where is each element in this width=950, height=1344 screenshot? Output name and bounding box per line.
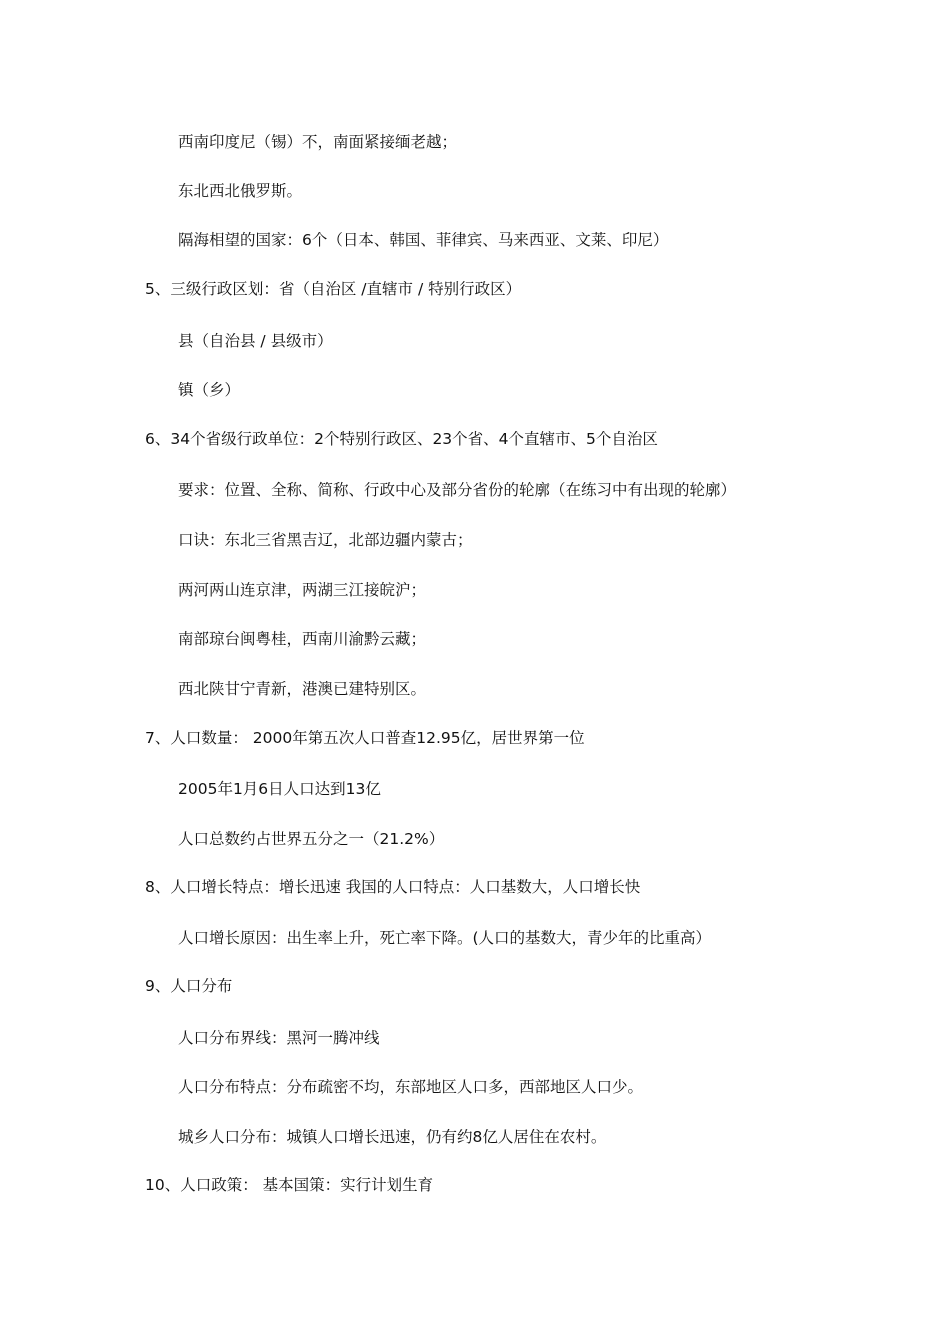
text-line-requirements: 要求：位置、全称、简称、行政中心及部分省份的轮廓（在练习中有出现的轮廓） bbox=[178, 481, 737, 499]
text-line-population-share: 人口总数约占世界五分之一（21.2%） bbox=[178, 830, 445, 848]
text-line-mnemonic-4: 西北陕甘宁青新，港澳已建特别区。 bbox=[178, 680, 427, 698]
text-line-neighbors-southwest: 西南印度尼（锡）不，南面紧接缅老越； bbox=[178, 133, 458, 151]
heading-admin-division: 5、三级行政区划：省（自治区 /直辖市 / 特别行政区） bbox=[145, 280, 522, 298]
heading-population-size: 7、人口数量： 2000年第五次人口普查12.95亿，居世界第一位 bbox=[145, 729, 585, 747]
text-line-county: 县（自治县 / 县级市） bbox=[178, 332, 333, 350]
text-line-growth-reason: 人口增长原因：出生率上升，死亡率下降。(人口的基数大，青少年的比重高） bbox=[178, 929, 712, 947]
text-line-sea-neighbors: 隔海相望的国家：6个（日本、韩国、菲律宾、马来西亚、文莱、印尼） bbox=[178, 231, 669, 249]
text-line-distribution-features: 人口分布特点：分布疏密不均，东部地区人口多，西部地区人口少。 bbox=[178, 1078, 644, 1096]
text-line-mnemonic-1: 口诀：东北三省黑吉辽，北部边疆内蒙古； bbox=[178, 531, 473, 549]
text-line-mnemonic-2: 两河两山连京津，两湖三江接皖沪； bbox=[178, 581, 427, 599]
heading-provincial-units: 6、34个省级行政单位：2个特别行政区、23个省、4个直辖市、5个自治区 bbox=[145, 430, 658, 448]
text-line-mnemonic-3: 南部琼台闽粤桂，西南川渝黔云藏； bbox=[178, 630, 427, 648]
text-line-urban-rural: 城乡人口分布：城镇人口增长迅速，仍有约8亿人居住在农村。 bbox=[178, 1128, 607, 1146]
heading-population-policy: 10、人口政策： 基本国策：实行计划生育 bbox=[145, 1176, 434, 1194]
heading-population-distribution: 9、人口分布 bbox=[145, 977, 233, 995]
text-line-town: 镇（乡） bbox=[178, 381, 241, 399]
text-line-neighbors-northeast: 东北西北俄罗斯。 bbox=[178, 182, 303, 200]
text-line-population-2005: 2005年1月6日人口达到13亿 bbox=[178, 780, 381, 798]
text-line-distribution-boundary: 人口分布界线：黑河一腾冲线 bbox=[178, 1029, 380, 1047]
heading-population-growth: 8、人口增长特点：增长迅速 我国的人口特点：人口基数大，人口增长快 bbox=[145, 878, 641, 896]
